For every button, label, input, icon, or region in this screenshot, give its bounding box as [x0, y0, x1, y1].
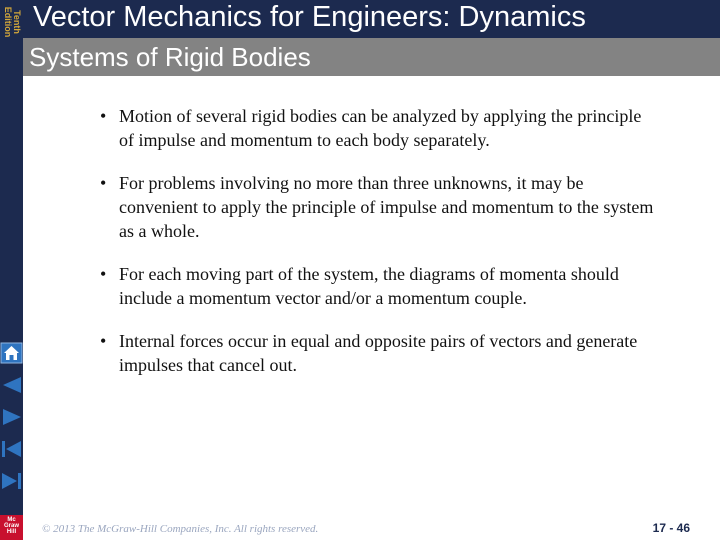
previous-icon[interactable]	[0, 374, 23, 396]
bullet-text: Motion of several rigid bodies can be analyzed by applying the principle of impulse and momentum to each body separately.	[119, 106, 642, 150]
bullet-marker: •	[100, 173, 107, 193]
bullet-marker: •	[100, 106, 107, 126]
page-number: 17 - 46	[652, 521, 690, 535]
bullet-list	[100, 104, 660, 396]
publisher-logo	[0, 515, 23, 540]
page-title: Vector Mechanics for Engineers: Dynamics	[33, 1, 586, 33]
first-icon[interactable]	[0, 438, 23, 460]
home-icon[interactable]	[0, 342, 23, 364]
last-icon[interactable]	[0, 470, 23, 492]
bullet-item	[100, 104, 660, 152]
edition-line-1: Tenth	[12, 10, 22, 34]
next-icon[interactable]	[0, 406, 23, 428]
bullet-text: For problems involving no more than three unknowns, it may be convenient to apply the principle of impulse and momentum to the system as a whole.	[119, 173, 654, 241]
bullet-marker: •	[100, 331, 107, 351]
bullet-item	[100, 171, 660, 243]
bullet-marker: •	[100, 264, 107, 284]
logo-line-1: Mc	[7, 517, 16, 523]
bullet-text: Internal forces occur in equal and opposite pairs of vectors and generate impulses that cancel out.	[119, 331, 638, 375]
bullet-item	[100, 262, 660, 310]
subtitle-bar	[23, 38, 720, 76]
bullet-item	[100, 329, 660, 377]
bullet-text: For each moving part of the system, the diagrams of momenta should include a momentum vector and/or a momentum couple.	[119, 264, 619, 308]
logo-line-2: Graw	[3, 523, 19, 529]
copyright-notice: © 2013 The McGraw-Hill Companies, Inc. All rights reserved.	[42, 523, 319, 535]
title-bar	[23, 0, 720, 38]
logo-line-3: Hill	[6, 529, 17, 535]
edition-line-2: Edition	[3, 6, 13, 38]
edition-label	[0, 0, 23, 44]
slide-subtitle: Systems of Rigid Bodies	[29, 42, 311, 72]
